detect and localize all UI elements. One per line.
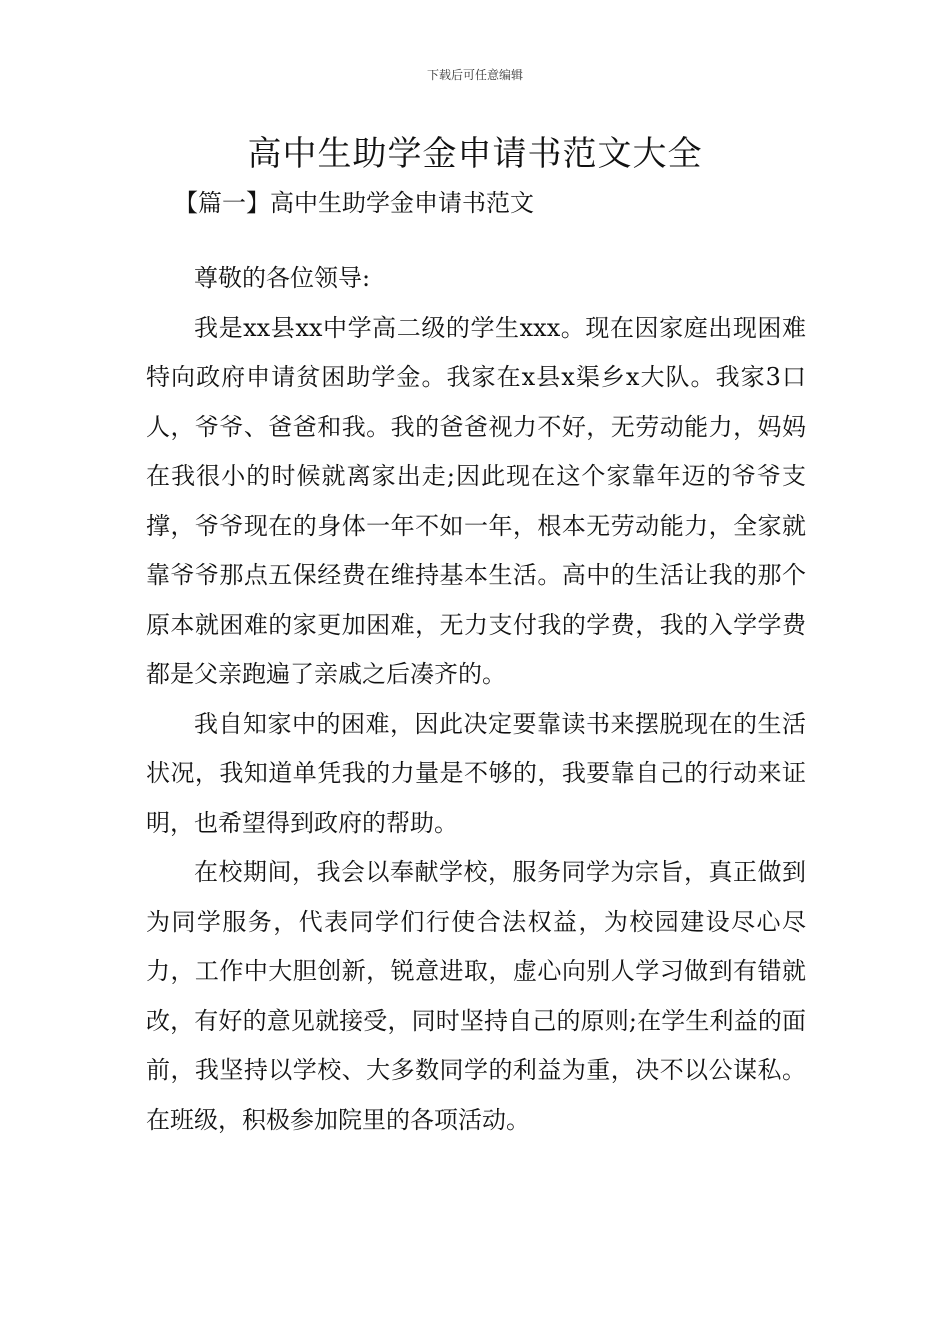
header-note: 下载后可任意编辑: [426, 68, 523, 82]
document-title: 高中生助学金申请书范文大全: [247, 134, 703, 174]
body-paragraph-1: 我是xx县xx中学高二级的学生xxx。现在因家庭出现困难特向政府申请贫困助学金。我家在x县x渠乡x大队。我家3口人，爷爷、爸爸和我。我的爸爸视力不好，无劳动能力，妈妈在我很小的时候就离家出走;因此现在这个家靠年迈的爷爷支撑，爷爷现在的身体一年不如一年，根本无劳动能力，全家就靠爷爷那点五保经费在维持基本生活。高中的生活让我的那个原本就困难的家更加困难，无力支付我的学费，我的入学学费都是父亲跑遍了亲戚之后凑齐的。: [146, 313, 806, 688]
body-paragraph-2: 我自知家中的困难，因此决定要靠读书来摆脱现在的生活状况，我知道单凭我的力量是不够的，我要靠自己的行动来证明，也希望得到政府的帮助。: [146, 709, 806, 837]
section-heading: 【篇一】高中生助学金申请书范文: [174, 189, 534, 217]
salutation: 尊敬的各位领导:: [194, 264, 371, 292]
body-paragraph-3: 在校期间，我会以奉献学校，服务同学为宗旨，真正做到为同学服务，代表同学们行使合法权益，为校园建设尽心尽力，工作中大胆创新，锐意进取，虚心向别人学习做到有错就改，有好的意见就接受，同时坚持自己的原则;在学生利益的面前，我坚持以学校、大多数同学的利益为重，决不以公谋私。在班级，积极参加院里的各项活动。: [146, 858, 806, 1134]
document-body: [146, 254, 806, 1145]
